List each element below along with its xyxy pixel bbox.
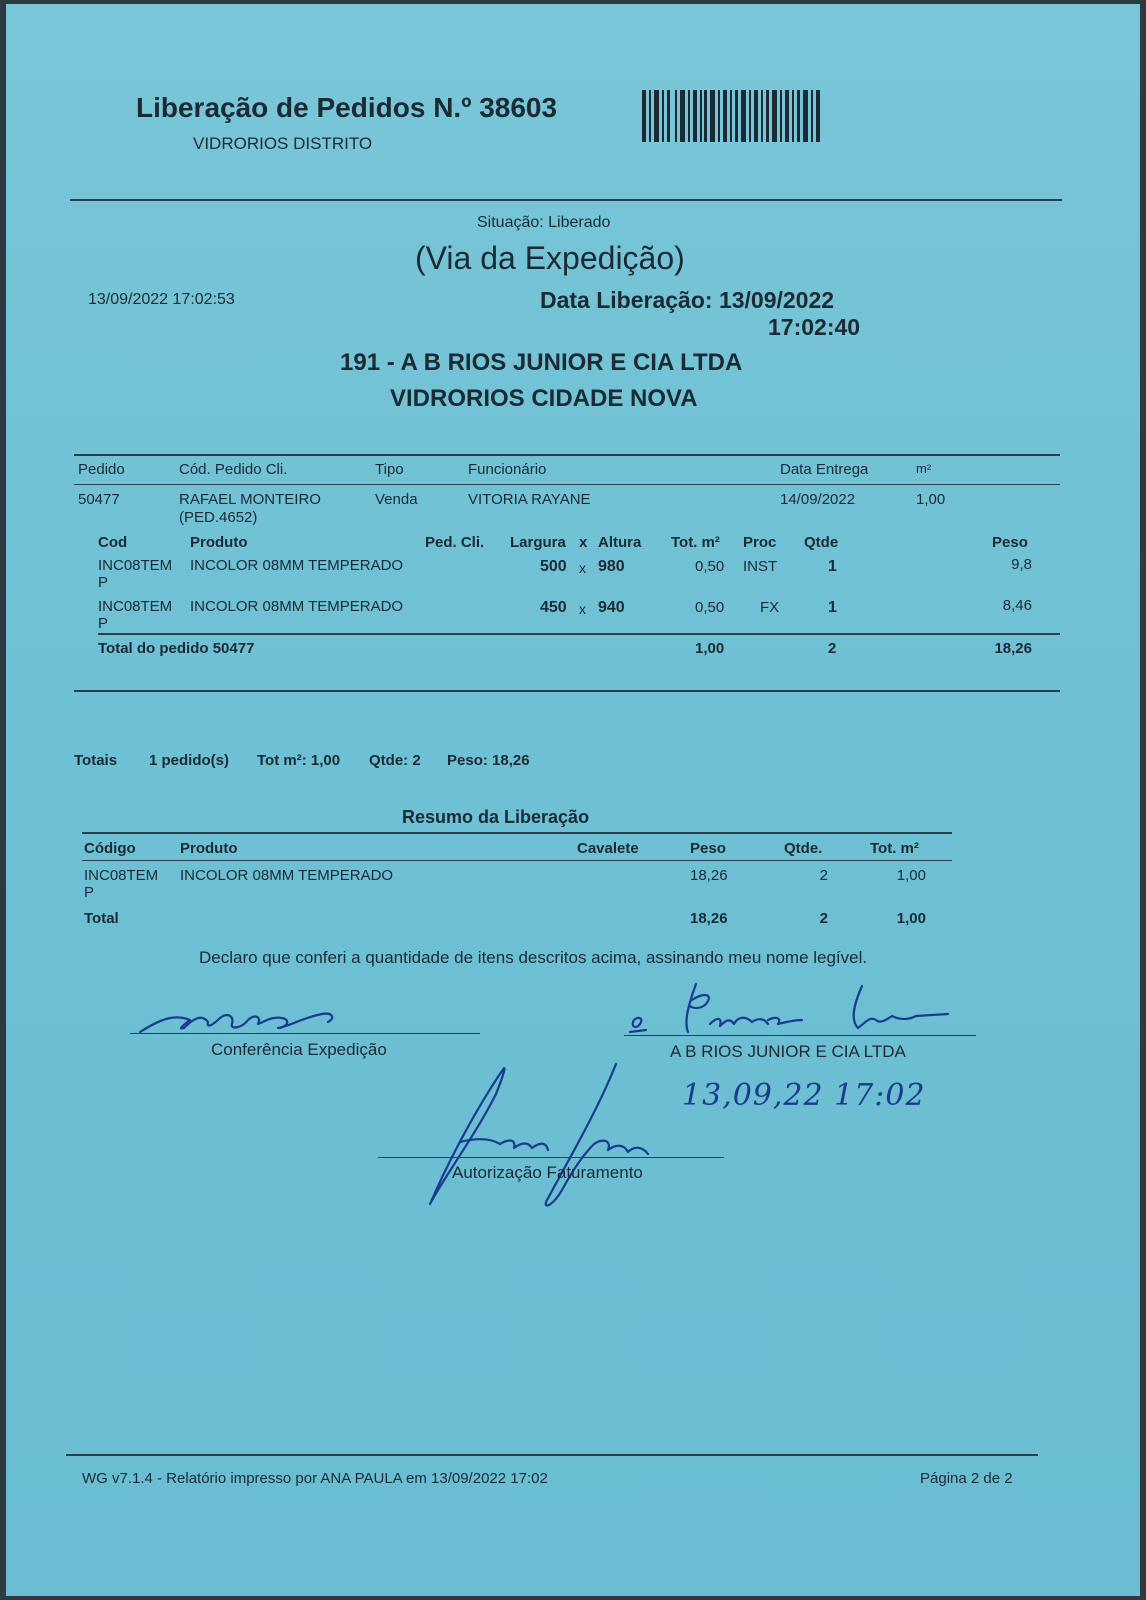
summary-col-qtde: Qtde. — [784, 840, 823, 857]
release-time: 17:02:40 — [768, 314, 861, 340]
signature-line-client — [624, 1035, 976, 1036]
item-peso: 8,46 — [1002, 597, 1032, 614]
summary-col-cavalete: Cavalete — [577, 840, 639, 857]
item-qtde: 1 — [828, 599, 837, 616]
summary-codigo-line1: INC08TEM — [84, 867, 159, 884]
page-number: Página 2 de 2 — [920, 1470, 1013, 1487]
document-title: Liberação de Pedidos N.º 38603 — [136, 92, 558, 123]
footer-rule — [66, 1454, 1038, 1456]
item-cod-line1: INC08TEM — [98, 557, 173, 574]
order-funcionario: VITORIA RAYANE — [468, 491, 591, 508]
order-total-qtde: 2 — [828, 640, 837, 657]
order-total-peso: 18,26 — [994, 640, 1032, 657]
totals-tot-m2: Tot m²: 1,00 — [257, 752, 341, 769]
signature-conferencia-icon — [132, 1000, 352, 1040]
printed-datetime: 13/09/2022 17:02:53 — [88, 291, 235, 308]
col-largura: Largura — [510, 534, 566, 551]
items-total-rule — [98, 633, 1060, 635]
item-produto: INCOLOR 08MM TEMPERADO — [190, 557, 404, 574]
item-cod-line1: INC08TEM — [98, 598, 173, 615]
item-cod-line2: P — [98, 574, 109, 591]
signature-label-conferencia: Conferência Expedição — [211, 1040, 387, 1059]
summary-produto: INCOLOR 08MM TEMPERADO — [180, 867, 394, 884]
declaration-text: Declaro que conferi a quantidade de itens descritos acima, assinando meu nome legível. — [199, 948, 868, 967]
order-data-entrega: 14/09/2022 — [780, 491, 856, 508]
summary-codigo-line2: P — [84, 884, 95, 901]
signature-label-client: A B RIOS JUNIOR E CIA LTDA — [670, 1042, 906, 1061]
signature-line-autorizacao — [378, 1157, 724, 1158]
item-altura: 940 — [598, 599, 625, 616]
summary-qtde: 2 — [819, 867, 828, 884]
col-qtde: Qtde — [804, 534, 839, 551]
handwritten-date: 13,09,22 17:02 — [682, 1078, 926, 1113]
summary-total-tot-m2: 1,00 — [896, 910, 926, 927]
signature-autorizacao-icon — [416, 1054, 676, 1214]
item-x: x — [579, 601, 586, 617]
barcode — [642, 90, 820, 142]
totals-qtde: Qtde: 2 — [369, 752, 421, 769]
summary-total-label: Total — [84, 910, 119, 927]
totals-label: Totais — [74, 752, 118, 769]
col-cod-pedido-cli: Cód. Pedido Cli. — [179, 461, 288, 478]
item-tot-m2: 0,50 — [695, 599, 725, 616]
order-pedido: 50477 — [78, 491, 120, 508]
item-proc: FX — [760, 599, 780, 616]
col-ped-cli: Ped. Cli. — [425, 534, 485, 551]
client-name: 191 - A B RIOS JUNIOR E CIA LTDA — [340, 349, 743, 376]
col-cod: Cod — [98, 534, 128, 551]
summary-peso: 18,26 — [690, 867, 728, 884]
summary-tot-m2: 1,00 — [896, 867, 926, 884]
order-tipo: Venda — [375, 491, 418, 508]
via-label: (Via da Expedição) — [415, 240, 685, 276]
col-pedido: Pedido — [78, 461, 125, 478]
col-m2: m² — [916, 461, 932, 476]
item-proc: INST — [743, 558, 778, 575]
summary-title: Resumo da Liberação — [402, 807, 590, 827]
signature-line-conferencia — [130, 1033, 480, 1034]
summary-total-qtde: 2 — [819, 910, 828, 927]
signature-label-autorizacao: Autorização Faturamento — [452, 1163, 643, 1182]
order-cod-cli-line2: (PED.4652) — [179, 509, 258, 526]
totals-peso: Peso: 18,26 — [447, 752, 530, 769]
item-largura: 450 — [540, 599, 567, 616]
summary-top-rule — [82, 832, 952, 834]
summary-total-peso: 18,26 — [690, 910, 728, 927]
summary-header-rule — [82, 860, 952, 861]
col-tot-m2: Tot. m² — [671, 534, 720, 551]
summary-col-peso: Peso — [690, 840, 726, 857]
summary-col-tot-m2: Tot. m² — [870, 840, 919, 857]
col-data-entrega: Data Entrega — [780, 461, 869, 478]
col-altura: Altura — [598, 534, 642, 551]
client-store: VIDRORIOS CIDADE NOVA — [390, 385, 698, 412]
order-total-m2: 1,00 — [695, 640, 725, 657]
document-sheet — [6, 4, 1140, 1596]
order-m2: 1,00 — [916, 491, 946, 508]
status-label: Situação: Liberado — [477, 214, 611, 231]
order-table-bottom-rule — [74, 690, 1060, 692]
order-total-label: Total do pedido 50477 — [98, 640, 255, 657]
item-qtde: 1 — [828, 558, 837, 575]
order-cod-cli-line1: RAFAEL MONTEIRO — [179, 491, 321, 508]
order-table-top-rule — [74, 454, 1060, 456]
summary-col-codigo: Código — [84, 840, 136, 857]
totals-pedidos: 1 pedido(s) — [149, 752, 230, 769]
item-x: x — [579, 560, 586, 576]
release-date: Data Liberação: 13/09/2022 — [540, 287, 835, 313]
item-largura: 500 — [540, 558, 567, 575]
item-produto: INCOLOR 08MM TEMPERADO — [190, 598, 404, 615]
summary-col-produto: Produto — [180, 840, 238, 857]
item-tot-m2: 0,50 — [695, 558, 725, 575]
item-cod-line2: P — [98, 615, 109, 632]
order-table-header-rule — [74, 484, 1060, 485]
col-proc: Proc — [743, 534, 777, 551]
col-produto: Produto — [190, 534, 248, 551]
signature-client-icon — [618, 976, 968, 1038]
col-funcionario: Funcionário — [468, 461, 547, 478]
col-tipo: Tipo — [375, 461, 404, 478]
col-x: x — [579, 534, 588, 551]
item-altura: 980 — [598, 558, 625, 575]
company-name: VIDRORIOS DISTRITO — [193, 134, 373, 153]
footer-report-info: WG v7.1.4 - Relatório impresso por ANA PAULA em 13/09/2022 17:02 — [82, 1470, 548, 1487]
item-peso: 9,8 — [1011, 556, 1032, 573]
col-peso: Peso — [992, 534, 1028, 551]
header-divider — [70, 199, 1062, 201]
